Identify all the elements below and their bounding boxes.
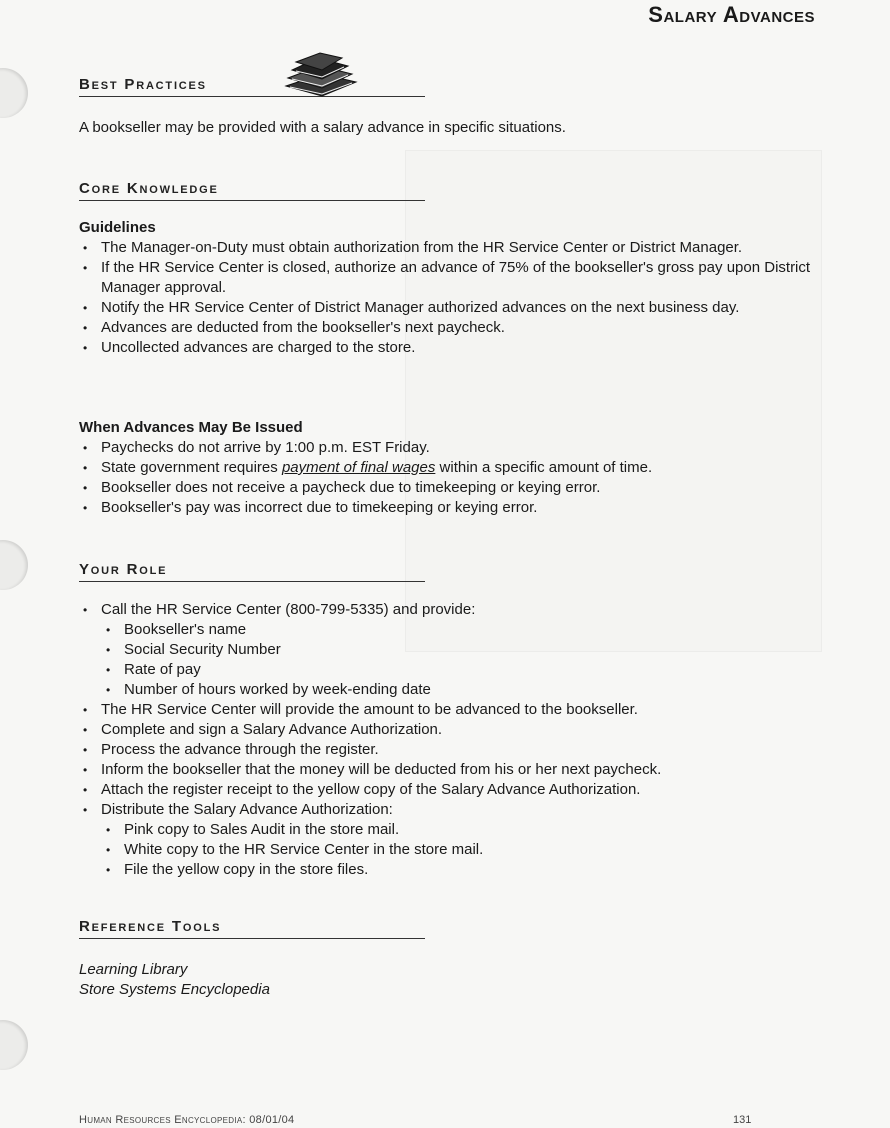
books-icon xyxy=(282,52,360,98)
core-knowledge-heading: Core Knowledge xyxy=(79,180,219,197)
reference-item: Learning Library xyxy=(79,961,188,978)
list-item: • Paychecks do not arrive by 1:00 p.m. EST Friday. xyxy=(79,438,819,458)
list-item: • Distribute the Salary Advance Authorization: xyxy=(79,800,819,820)
your-role-list xyxy=(79,600,819,620)
list-item: • Number of hours worked by week-ending date xyxy=(79,680,819,700)
list-item: • White copy to the HR Service Center in the store mail. xyxy=(79,840,819,860)
best-practices-text: A bookseller may be provided with a salary advance in specific situations. xyxy=(79,119,566,136)
list-item: • Bookseller's pay was incorrect due to timekeeping or keying error. xyxy=(79,498,819,518)
binder-hole xyxy=(0,1020,28,1070)
when-issued-list xyxy=(79,438,819,518)
list-item: • Attach the register receipt to the yellow copy of the Salary Advance Authorization. xyxy=(79,780,819,800)
list-item: • Process the advance through the register. xyxy=(79,740,819,760)
binder-hole xyxy=(0,540,28,590)
guidelines-list xyxy=(79,238,819,358)
list-item: • Call the HR Service Center (800-799-5335) and provide: xyxy=(79,600,819,620)
reference-item: Store Systems Encyclopedia xyxy=(79,981,270,998)
reference-tools-list xyxy=(79,960,819,1000)
your-role-header xyxy=(79,561,425,582)
list-item: • Complete and sign a Salary Advance Authorization. xyxy=(79,720,819,740)
final-wages-link[interactable]: payment of final wages xyxy=(281,459,436,476)
page-title: Salary Advances xyxy=(648,2,815,27)
item-text: State government requires xyxy=(101,459,282,476)
list-item: • Social Security Number xyxy=(79,640,819,660)
reference-tools-heading: Reference Tools xyxy=(79,918,222,935)
best-practices-header xyxy=(79,76,425,97)
provide-list xyxy=(79,620,819,700)
guidelines-section xyxy=(79,218,819,358)
binder-hole xyxy=(0,68,28,118)
list-item: • Inform the bookseller that the money will be deducted from his or her next paycheck. xyxy=(79,760,819,780)
list-item: • Bookseller does not receive a paycheck due to timekeeping or keying error. xyxy=(79,478,819,498)
list-item: • Rate of pay xyxy=(79,660,819,680)
when-issued-title: When Advances May Be Issued xyxy=(79,419,303,436)
distribute-list xyxy=(79,820,819,880)
your-role-section xyxy=(79,600,819,880)
list-item: • The HR Service Center will provide the amount to be advanced to the bookseller. xyxy=(79,700,819,720)
core-knowledge-header xyxy=(79,180,425,201)
footer-document-title: Human Resources Encyclopedia: 08/01/04 xyxy=(79,1114,295,1126)
list-item: • Uncollected advances are charged to the store. xyxy=(79,338,819,358)
list-item: • Advances are deducted from the bookseller's next paycheck. xyxy=(79,318,819,338)
reference-tools-header xyxy=(79,918,425,939)
your-role-heading: Your Role xyxy=(79,561,168,578)
list-item: • Pink copy to Sales Audit in the store mail. xyxy=(79,820,819,840)
when-issued-section xyxy=(79,418,819,518)
page-number: 131 xyxy=(733,1114,752,1126)
list-item: • File the yellow copy in the store files. xyxy=(79,860,819,880)
guidelines-title: Guidelines xyxy=(79,219,156,236)
list-item: • Bookseller's name xyxy=(79,620,819,640)
list-item: • If the HR Service Center is closed, authorize an advance of 75% of the bookseller's gross pay upon District Manager approval. xyxy=(79,258,819,298)
list-item xyxy=(79,458,819,478)
steps-list xyxy=(79,700,819,820)
list-item: • Notify the HR Service Center of District Manager authorized advances on the next business day. xyxy=(79,298,819,318)
best-practices-heading: Best Practices xyxy=(79,76,207,93)
list-item: • The Manager-on-Duty must obtain authorization from the HR Service Center or District Manager. xyxy=(79,238,819,258)
item-text: within a specific amount of time. xyxy=(435,459,653,476)
